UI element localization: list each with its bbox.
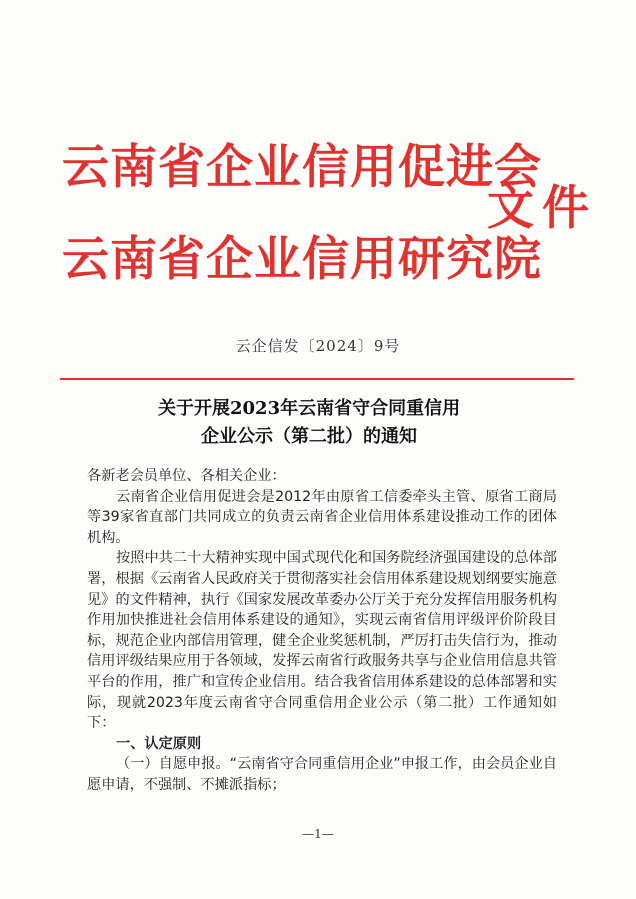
document-number: 云企信发〔2024〕9号 [235, 337, 401, 355]
red-divider-line [60, 378, 574, 380]
salutation: 各新老会员单位、各相关企业： [87, 468, 286, 484]
document-title-line-2: 企业公示（第二批）的通知 [201, 426, 417, 447]
body-paragraph-1: 云南省企业信用促进会是2012年由原省工信委牵头主管、原省工商局等39家省直部门共同成立的负责云南省企业信用体系建设推动工作的团体机构。 [87, 488, 557, 546]
issuing-org-2: 云南省企业信用研究院 [62, 232, 542, 287]
page-number: —1— [302, 827, 334, 841]
document-body [87, 466, 557, 796]
document-type-label: 文件 [487, 181, 597, 236]
body-paragraph-3: （一）自愿申报。“云南省守合同重信用企业”申报工作，由会员企业自愿申请，不强制、不摊派指标； [87, 756, 557, 793]
document-title-line-1: 关于开展2023年云南省守合同重信用 [158, 398, 461, 419]
issuing-org-1: 云南省企业信用促进会 [62, 140, 542, 195]
body-paragraph-2: 按照中共二十大精神实现中国式现代化和国务院经济强国建设的总体部署，根据《云南省人民政府关于贯彻落实社会信用体系建设规划纲要实施意见》的文件精神，执行《国家发展改革委办公厅关于充分发挥信用服务机构作用加快推进社会信用体系建设的通知》，实现云南省信用评级评价阶段目标，规范企业内部信用管理，健全企业奖惩机制，严厉打击失信行为，推动信用评级结果应用于各领域，发挥云南省行政服务共享与企业信用信息共管平台的作用，推广和宣传企业信用。结合我省信用体系建设的总体部署和实际，现就2023年度云南省守合同重信用企业公示（第二批）工作通知如下： [87, 550, 557, 732]
section-heading-1: 一、认定原则 [116, 735, 202, 752]
